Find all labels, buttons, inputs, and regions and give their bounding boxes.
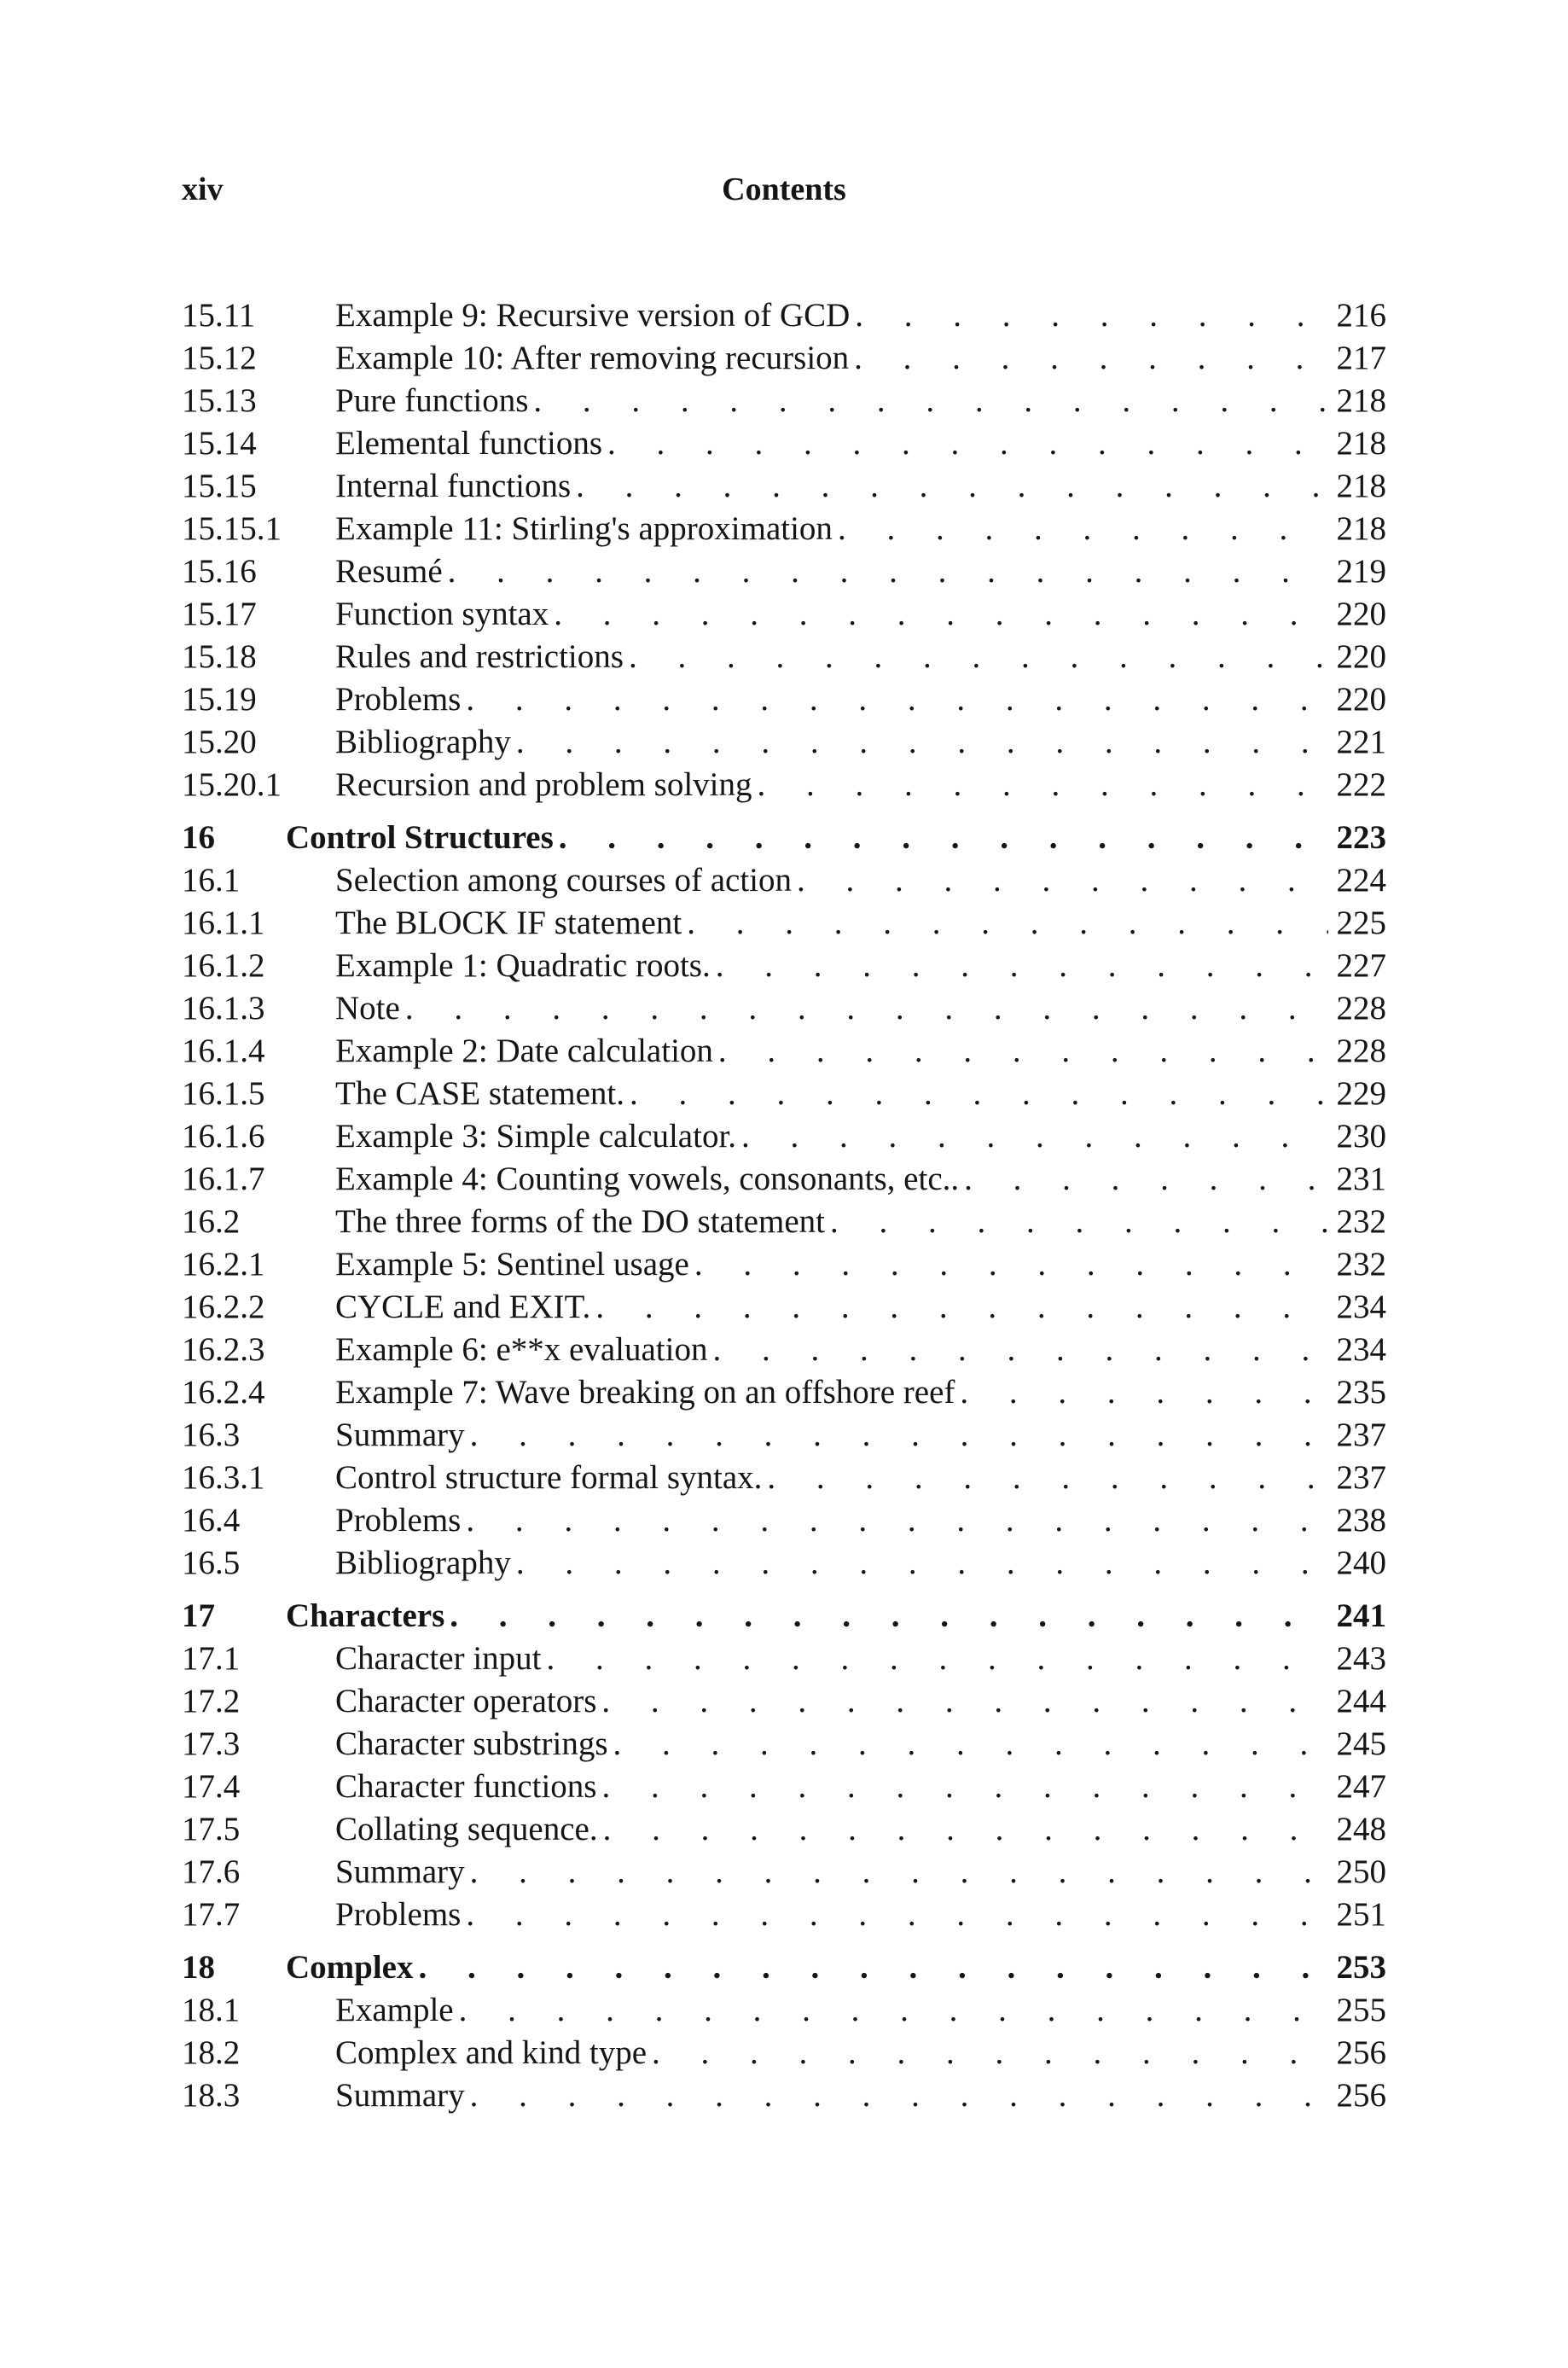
section-number: 16.1 [182,862,241,899]
toc-entry[interactable] [182,1371,1386,1414]
section-number: 15.20 [182,724,257,760]
dot-leader [652,2032,1327,2074]
entry-line [335,1073,1386,1115]
section-number: 18.1 [182,1992,241,2028]
section-number: 17.5 [182,1811,241,1847]
section-number: 16 [182,819,215,856]
section-number: 15.13 [182,382,257,419]
page-number: 220 [1336,681,1386,718]
dot-leader [459,1989,1328,2032]
page-number: 229 [1336,1075,1386,1112]
section-number: 17.7 [182,1896,241,1933]
dot-leader [830,1201,1328,1243]
page-number: 255 [1336,1992,1386,2028]
section-number: 16.2 [182,1203,241,1240]
section-title: The CASE statement. [335,1075,625,1112]
toc-entry[interactable] [182,508,1386,550]
toc-entry[interactable] [182,721,1386,764]
dot-leader [470,1851,1328,1894]
page-number: 250 [1336,1853,1386,1890]
section-title: Internal functions [335,468,572,504]
page-number: 243 [1336,1640,1386,1677]
section-number: 16.1.1 [182,905,265,941]
page-number: 244 [1336,1683,1386,1719]
section-number: 18 [182,1949,215,1986]
page-number: 218 [1336,510,1386,547]
section-number: 17.1 [182,1640,241,1677]
page-number: 232 [1336,1246,1386,1283]
toc-entry[interactable] [182,1851,1386,1894]
toc-entry[interactable] [182,1115,1386,1158]
dot-leader [516,721,1328,764]
page-number: 220 [1336,596,1386,632]
section-number: 16.1.5 [182,1075,265,1112]
section-title: Control Structures [286,819,554,856]
entry-line [335,593,1386,636]
section-number: 16.2.2 [182,1289,265,1325]
dot-leader [466,1499,1327,1542]
entry-line [335,902,1386,945]
entry-line [335,987,1386,1030]
section-title: Example 3: Simple calculator. [335,1118,737,1155]
entry-line [335,1894,1386,1936]
dot-leader [554,593,1327,636]
page-number: 222 [1336,766,1386,803]
toc-entry[interactable] [182,987,1386,1030]
dot-leader [767,1457,1327,1499]
section-title: Pure functions [335,382,529,419]
section-title: Example 9: Recursive version of GCD [335,297,851,334]
section-title: Function syntax [335,596,549,632]
section-number: 17.6 [182,1853,241,1890]
page-number: 218 [1336,382,1386,419]
section-number: 18.3 [182,2077,241,2114]
page-number: 218 [1336,468,1386,504]
section-title: Example 5: Sentinel usage [335,1246,689,1283]
section-title: Selection among courses of action [335,862,793,899]
section-number: 16.1.4 [182,1033,265,1069]
page-number-roman: xiv [182,172,224,207]
entry-line [286,1595,1386,1638]
toc-entry[interactable] [182,1243,1386,1286]
section-number: 17.3 [182,1725,241,1762]
toc-entry[interactable] [182,294,1386,337]
toc-entry[interactable] [182,1680,1386,1723]
section-title: Resumé [335,553,443,590]
section-title: Problems [335,1502,462,1539]
dot-leader [466,678,1327,721]
toc-entry[interactable] [182,1638,1386,1680]
dot-leader [741,1115,1327,1158]
dot-leader [450,1595,1327,1638]
entry-line [335,1989,1386,2032]
dot-leader [601,1680,1327,1723]
toc-entry[interactable] [182,1542,1386,1585]
section-title: Bibliography [335,1545,511,1581]
page-number: 237 [1336,1417,1386,1453]
dot-leader [546,1638,1327,1680]
dot-leader [533,380,1327,422]
toc-entry[interactable] [182,1030,1386,1073]
section-number: 15.19 [182,681,257,718]
toc-entry[interactable] [182,593,1386,636]
entry-line [335,1158,1386,1201]
section-number: 15.18 [182,638,257,675]
section-number: 16.5 [182,1545,241,1581]
page-number: 221 [1336,724,1386,760]
section-number: 16.3.1 [182,1459,265,1496]
dot-leader [516,1542,1328,1585]
section-title: Example 1: Quadratic roots. [335,947,711,984]
page-number: 227 [1336,947,1386,984]
page-number: 240 [1336,1545,1386,1581]
section-title: Character operators [335,1683,597,1719]
section-number: 16.4 [182,1502,241,1539]
toc-entry[interactable] [182,1201,1386,1243]
entry-line [335,380,1386,422]
toc-entry[interactable] [182,1073,1386,1115]
toc-entry[interactable] [182,1329,1386,1371]
dot-leader [629,636,1328,678]
dot-leader [470,1414,1328,1457]
section-title: Complex [286,1949,414,1986]
dot-leader [595,1286,1327,1329]
page-number: 225 [1336,905,1386,941]
entry-line [335,1542,1386,1585]
entry-line [335,1286,1386,1329]
section-number: 16.3 [182,1417,241,1453]
entry-line [335,1243,1386,1286]
entry-line [335,764,1386,806]
page-number: 245 [1336,1725,1386,1762]
dot-leader [448,550,1328,593]
toc-entry[interactable] [182,2032,1386,2074]
entry-line [286,1946,1386,1989]
entry-line [335,465,1386,508]
toc-chapter-entry[interactable] [182,1946,1386,1989]
toc-entry[interactable] [182,1808,1386,1851]
section-number: 16.1.6 [182,1118,265,1155]
page-number: 234 [1336,1331,1386,1368]
toc-entry[interactable] [182,422,1386,465]
page-number: 230 [1336,1118,1386,1155]
section-number: 15.15.1 [182,510,282,547]
section-number: 16.2.1 [182,1246,265,1283]
toc-entry[interactable] [182,1766,1386,1808]
entry-line [335,1457,1386,1499]
dot-leader [960,1371,1327,1414]
page-number: 231 [1336,1161,1386,1197]
toc-chapter-entry[interactable] [182,817,1386,859]
dot-leader [855,294,1327,337]
page-number: 238 [1336,1502,1386,1539]
section-title: Collating sequence. [335,1811,598,1847]
entry-line [335,1329,1386,1371]
page-number: 217 [1336,340,1386,376]
toc-entry[interactable] [182,1894,1386,1936]
section-title: Summary [335,2077,465,2114]
page-number: 223 [1336,819,1386,856]
entry-line [335,1201,1386,1243]
section-title: Problems [335,1896,462,1933]
entry-line [335,294,1386,337]
page-number: 241 [1336,1597,1386,1634]
page-number: 228 [1336,1033,1386,1069]
section-title: Character functions [335,1768,597,1805]
dot-leader [559,817,1328,859]
section-number: 15.17 [182,596,257,632]
dot-leader [838,508,1328,550]
page-number: 256 [1336,2077,1386,2114]
section-title: Rules and restrictions [335,638,624,675]
page-number: 224 [1336,862,1386,899]
dot-leader [405,987,1328,1030]
section-number: 17.2 [182,1683,241,1719]
entry-line [335,2032,1386,2074]
entry-line [335,1723,1386,1766]
section-title: Example [335,1992,454,2028]
entry-line [335,1030,1386,1073]
entry-line [335,1680,1386,1723]
entry-line [335,1808,1386,1851]
entry-line [335,1766,1386,1808]
dot-leader [630,1073,1327,1115]
section-title: Summary [335,1853,465,1890]
entry-line [335,422,1386,465]
page-number: 253 [1336,1949,1386,1986]
dot-leader [576,465,1327,508]
entry-line [335,1371,1386,1414]
toc-entry[interactable] [182,1286,1386,1329]
dot-leader [687,902,1327,945]
toc-entry[interactable] [182,1414,1386,1457]
page-header [182,171,1386,222]
dot-leader [718,1030,1328,1073]
dot-leader [758,764,1328,806]
section-title: Complex and kind type [335,2034,648,2071]
dot-leader [603,1808,1328,1851]
page-number: 220 [1336,638,1386,675]
toc-entry[interactable] [182,636,1386,678]
dot-leader [712,1329,1327,1371]
dot-leader [419,1946,1328,1989]
section-number: 16.1.2 [182,947,265,984]
page-number: 234 [1336,1289,1386,1325]
toc-entry[interactable] [182,1723,1386,1766]
section-title: The BLOCK IF statement [335,905,682,941]
section-title: Example 11: Stirling's approximation [335,510,833,547]
section-title: Note [335,990,400,1027]
entry-line [335,678,1386,721]
page-number: 216 [1336,297,1386,334]
section-title: Problems [335,681,462,718]
entry-line [286,817,1386,859]
section-number: 15.14 [182,425,257,462]
section-title: Summary [335,1417,465,1453]
section-title: Recursion and problem solving [335,766,752,803]
toc-entry[interactable] [182,902,1386,945]
page-number: 237 [1336,1459,1386,1496]
section-title: Characters [286,1597,445,1634]
section-number: 16.2.4 [182,1374,265,1411]
dot-leader [716,945,1328,987]
section-number: 15.12 [182,340,257,376]
section-title: Example 6: e**x evaluation [335,1331,708,1368]
section-number: 16.2.3 [182,1331,265,1368]
section-number: 17.4 [182,1768,241,1805]
dot-leader [466,1894,1327,1936]
section-title: CYCLE and EXIT. [335,1289,591,1325]
page-number: 248 [1336,1811,1386,1847]
entry-line [335,859,1386,902]
section-title: The three forms of the DO statement [335,1203,825,1240]
page-number: 251 [1336,1896,1386,1933]
entry-line [335,508,1386,550]
section-title: Character input [335,1640,542,1677]
page-number: 256 [1336,2034,1386,2071]
dot-leader [470,2074,1328,2117]
section-number: 18.2 [182,2034,241,2071]
section-title: Elemental functions [335,425,602,462]
dot-leader [601,1766,1327,1808]
section-number: 15.15 [182,468,257,504]
toc-entry[interactable] [182,1989,1386,2032]
dot-leader [854,337,1327,380]
toc-entry[interactable] [182,550,1386,593]
section-number: 15.20.1 [182,766,282,803]
section-number: 15.16 [182,553,257,590]
toc-entry[interactable] [182,1499,1386,1542]
dot-leader [797,859,1327,902]
page-number: 247 [1336,1768,1386,1805]
section-number: 15.11 [182,297,256,334]
entry-line [335,1499,1386,1542]
section-title: Example 4: Counting vowels, consonants, etc.. [335,1161,960,1197]
page-number: 228 [1336,990,1386,1027]
table-of-contents [182,294,1386,2117]
toc-entry[interactable] [182,1457,1386,1499]
toc-entry[interactable] [182,764,1386,806]
section-title: Example 2: Date calculation [335,1033,713,1069]
page-number: 218 [1336,425,1386,462]
entry-line [335,1638,1386,1680]
entry-line [335,1414,1386,1457]
section-title: Example 10: After removing recursion [335,340,850,376]
section-number: 16.1.3 [182,990,265,1027]
section-number: 17 [182,1597,215,1634]
entry-line [335,636,1386,678]
page-number: 232 [1336,1203,1386,1240]
toc-entry[interactable] [182,380,1386,422]
entry-line [335,337,1386,380]
dot-leader [964,1158,1327,1201]
entry-line [335,550,1386,593]
section-title: Example 7: Wave breaking on an offshore reef [335,1374,955,1411]
dot-leader [613,1723,1328,1766]
entry-line [335,1115,1386,1158]
section-title: Control structure formal syntax. [335,1459,763,1496]
entry-line [335,721,1386,764]
toc-entry[interactable] [182,859,1386,902]
toc-entry[interactable] [182,1158,1386,1201]
running-title: Contents [722,172,846,207]
toc-entry[interactable] [182,945,1386,987]
section-title: Bibliography [335,724,511,760]
toc-chapter-entry[interactable] [182,1595,1386,1638]
dot-leader [694,1243,1328,1286]
toc-entry[interactable] [182,465,1386,508]
entry-line [335,2074,1386,2117]
toc-entry[interactable] [182,2074,1386,2117]
section-title: Character substrings [335,1725,608,1762]
page-number: 219 [1336,553,1386,590]
entry-line [335,945,1386,987]
toc-entry[interactable] [182,678,1386,721]
section-number: 16.1.7 [182,1161,265,1197]
page-number: 235 [1336,1374,1386,1411]
dot-leader [607,422,1328,465]
entry-line [335,1851,1386,1894]
toc-entry[interactable] [182,337,1386,380]
